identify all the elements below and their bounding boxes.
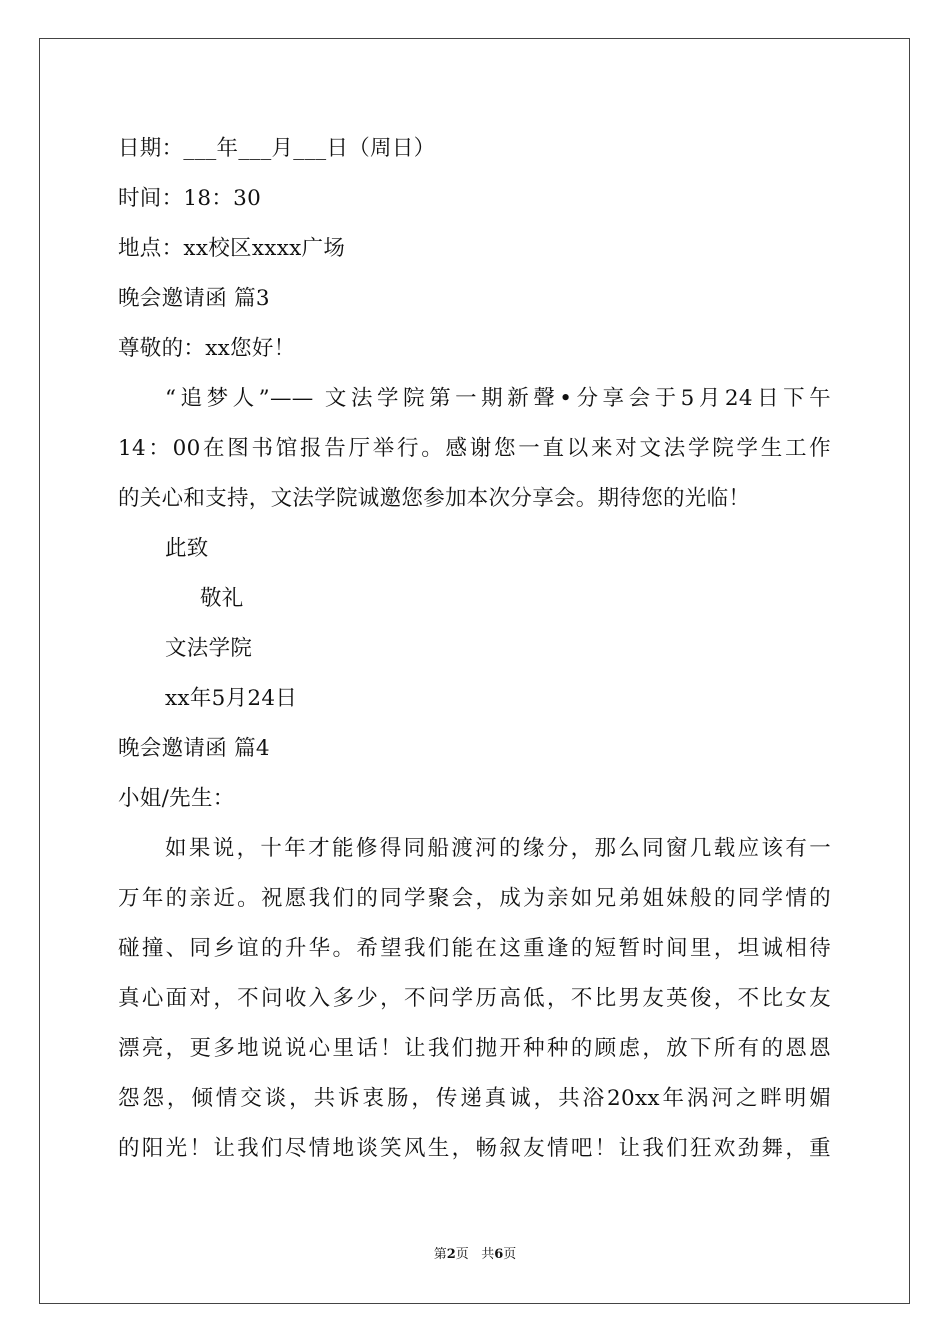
page-border: [39, 38, 910, 1304]
signature-org: 文法学院: [165, 636, 253, 661]
closing-regards: 敬礼: [200, 586, 244, 611]
paragraph-line: “追梦人”—— 文法学院第一期新聲•分享会于5月24日下午: [165, 386, 831, 411]
paragraph-line: 漂亮，更多地说说心里话！让我们抛开种种的顾虑，放下所有的恩恩: [118, 1036, 831, 1061]
paragraph-line: 14：00在图书馆报告厅举行。感谢您一直以来对文法学院学生工作: [118, 436, 831, 461]
section-heading-4: 晚会邀请函 篇4: [118, 736, 270, 761]
time-line: 时间：18：30: [118, 186, 262, 211]
footer-total-pages: 6: [494, 1247, 504, 1262]
paragraph-line: 如果说，十年才能修得同船渡河的缘分，那么同窗几载应该有一: [165, 836, 831, 861]
paragraph-line: 真心面对，不问收入多少，不问学历高低，不比男友英俊，不比女友: [118, 986, 831, 1011]
closing-line: 此致: [165, 536, 209, 561]
section-heading-3: 晚会邀请函 篇3: [118, 286, 270, 311]
signature-date: xx年5月24日: [165, 686, 298, 711]
location-line: 地点：xx校区xxxx广场: [118, 236, 346, 261]
footer-page-number: 2: [446, 1247, 456, 1262]
paragraph-line: 万年的亲近。祝愿我们的同学聚会，成为亲如兄弟姐妹般的同学情的: [118, 886, 831, 911]
paragraph-line: 的阳光！让我们尽情地谈笑风生，畅叙友情吧！让我们狂欢劲舞，重: [118, 1136, 831, 1161]
salutation-line: 尊敬的：xx您好！: [118, 336, 296, 361]
paragraph-line: 碰撞、同乡谊的升华。希望我们能在这重逢的短暂时间里，坦诚相待: [118, 936, 831, 961]
salutation-line: 小姐/先生：: [118, 786, 235, 811]
footer-page-suffix: 页: [455, 1247, 469, 1262]
footer-page-prefix: 第: [433, 1247, 447, 1262]
page-footer: [0, 1246, 950, 1264]
paragraph-line: 怨怨，倾情交谈，共诉衷肠，传递真诚，共浴20xx年涡河之畔明媚: [118, 1086, 831, 1111]
paragraph-line: 的关心和支持，文法学院诚邀您参加本次分享会。期待您的光临！: [118, 486, 751, 511]
footer-total-prefix: 共: [481, 1247, 495, 1262]
date-line: 日期：___年___月___日（周日）: [118, 136, 436, 161]
footer-total-suffix: 页: [503, 1247, 517, 1262]
